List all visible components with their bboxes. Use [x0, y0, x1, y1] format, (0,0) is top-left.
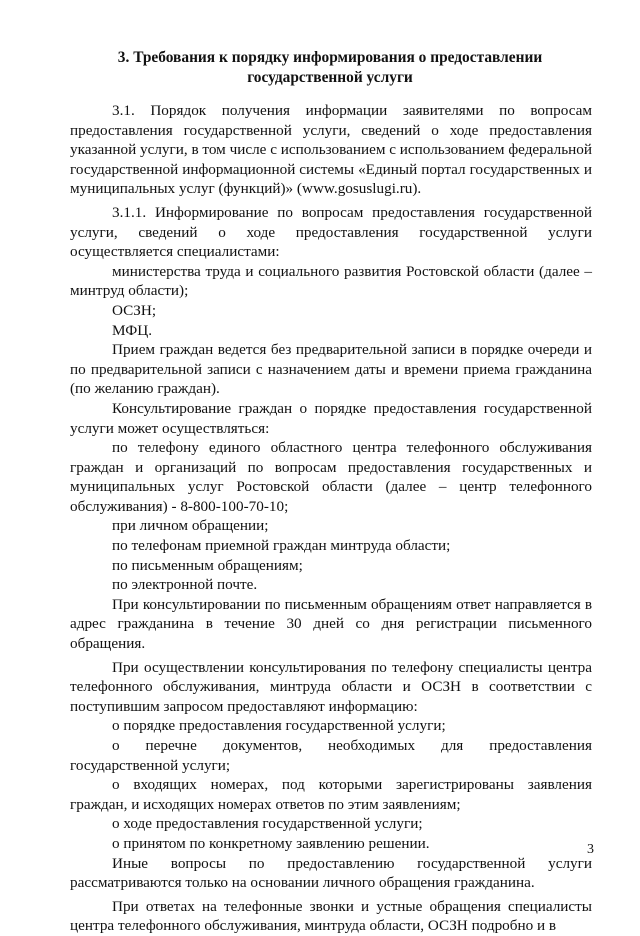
list-item-phone-center: по телефону единого областного центра телефонного обслуживания граждан и организаций по вопросам предоставления государственных и муниципальных услуг Ростовской области (далее – центр телефонного обслуживания) - 8-800-100-70-10;: [70, 439, 592, 515]
document-body: [70, 101, 592, 936]
list-item-oszn: ОСЗН;: [112, 301, 157, 319]
list-item-reception-phone: по телефонам приемной граждан минтруда области;: [112, 537, 451, 555]
list-item-documents: о перечне документов, необходимых для предоставления государственной услуги;: [70, 737, 592, 774]
paragraph-3-1-1: 3.1.1. Информирование по вопросам предоставления государственной услуги, сведений о ходе предоставления государственной услуги осуществляется специалистами:: [70, 203, 592, 261]
paragraph-3-1: 3.1. Порядок получения информации заявителями по вопросам предоставления государственной услуги, сведений о ходе предоставления указанной услуги, в том числе с использованием с использованием федеральной государственной информационной системы «Единый портал государственных и муниципальных услуг (функций)» (www.gosuslugi.ru).: [70, 102, 592, 198]
section-title-line-2: государственной услуги: [247, 69, 413, 86]
paragraph-phone-consulting: При осуществлении консультирования по телефону специалисты центра телефонного обслуживания, минтруда области и ОСЗН в соответствии с поступившим запросом предоставляют информацию:: [70, 658, 592, 715]
list-item-written: по письменным обращениям;: [112, 556, 303, 574]
list-item-mintrud: министерства труда и социального развития Ростовской области (далее – минтруд области);: [70, 262, 592, 300]
list-item-email: по электронной почте.: [112, 576, 258, 594]
list-item-numbers: о входящих номерах, под которыми зарегистрированы заявления граждан, и исходящих номерах ответов по этим заявлениям;: [70, 776, 592, 813]
section-title: [70, 48, 590, 88]
paragraph-phone-answers: При ответах на телефонные звонки и устные обращения специалисты центра телефонного обслуживания, минтруда области, ОСЗН подробно и в: [70, 897, 592, 935]
list-item-progress: о ходе предоставления государственной услуги;: [112, 815, 423, 833]
section-title-line-1: 3. Требования к порядку информирования о предоставлении: [117, 49, 543, 66]
list-item-decision: о принятом по конкретному заявлению решении.: [112, 834, 430, 852]
list-item-mfc: МФЦ.: [112, 321, 153, 339]
paragraph-reception: Прием граждан ведется без предварительной записи в порядке очереди и по предварительной записи с назначением даты и времени приема гражданина (по желанию граждан).: [70, 341, 592, 398]
page-number: 3: [587, 842, 594, 857]
list-item-procedure: о порядке предоставления государственной услуги;: [112, 717, 446, 735]
paragraph-consulting: Консультирование граждан о порядке предоставления государственной услуги может осуществляться:: [70, 399, 592, 437]
paragraph-other-questions: Иные вопросы по предоставлению государственной услуги рассматриваются только на основании личного обращения гражданина.: [70, 854, 592, 892]
paragraph-written-answer: При консультировании по письменным обращениям ответ направляется в адрес гражданина в течение 30 дней со дня регистрации письменного обращения.: [70, 595, 592, 653]
list-item-personal: при личном обращении;: [112, 517, 269, 535]
